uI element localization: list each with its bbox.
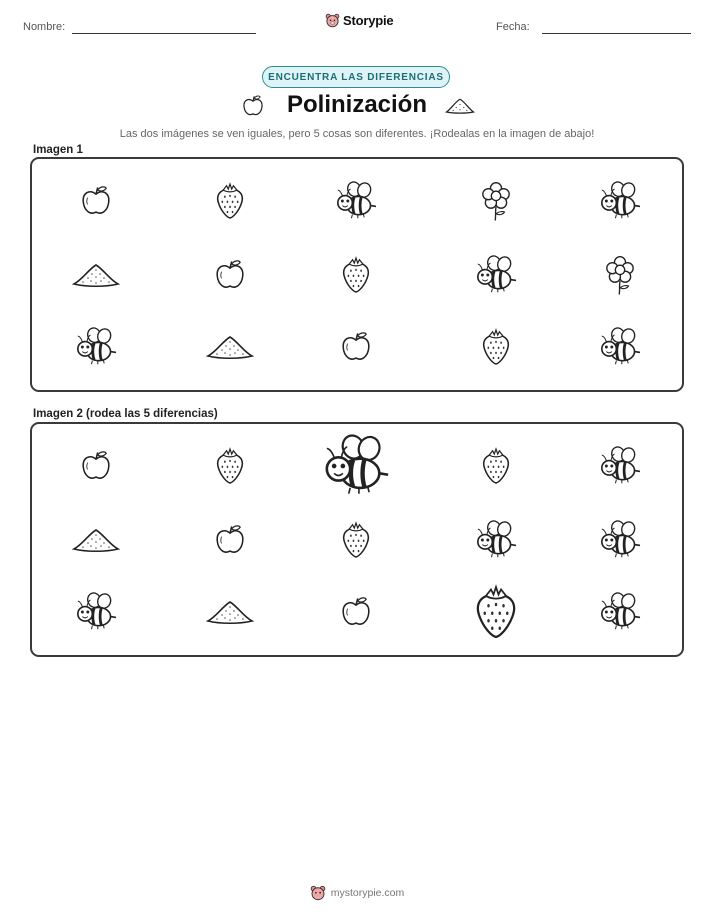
bee-icon bbox=[334, 181, 378, 221]
activity-badge: ENCUENTRA LAS DIFERENCIAS bbox=[262, 66, 450, 88]
page-title: Polinización bbox=[286, 91, 427, 118]
date-label: Fecha: bbox=[496, 21, 530, 33]
pollen-pile-icon bbox=[445, 97, 475, 115]
strawberry-icon bbox=[213, 181, 247, 221]
strawberry-icon bbox=[339, 255, 373, 295]
flower-icon bbox=[479, 179, 513, 223]
image2-panel[interactable] bbox=[30, 422, 684, 657]
apple-icon bbox=[339, 330, 373, 364]
pollen-icon bbox=[72, 262, 120, 288]
image2-label: Imagen 2 (rodea las 5 diferencias) bbox=[33, 408, 218, 420]
apple-icon bbox=[213, 258, 247, 292]
bear-icon bbox=[310, 885, 326, 901]
date-field[interactable] bbox=[542, 33, 691, 34]
bear-icon bbox=[325, 13, 340, 28]
bee-icon[interactable] bbox=[474, 520, 518, 560]
footer-url: mystorypie.com bbox=[330, 887, 405, 899]
apple-icon[interactable] bbox=[79, 449, 113, 483]
brand-name: Storypie bbox=[343, 13, 394, 28]
instructions: Las dos imágenes se ven iguales, pero 5 cosas son diferentes. ¡Rodealas en la imagen de abajo! bbox=[119, 128, 595, 140]
brand-logo bbox=[325, 13, 393, 28]
bee-icon bbox=[598, 181, 642, 221]
pollen-icon[interactable] bbox=[72, 527, 120, 553]
footer bbox=[0, 885, 714, 901]
pollen-icon bbox=[206, 334, 254, 360]
apple-icon[interactable] bbox=[213, 523, 247, 557]
strawberry-icon[interactable] bbox=[471, 580, 521, 644]
image1-label: Imagen 1 bbox=[33, 144, 83, 156]
strawberry-icon bbox=[479, 327, 513, 367]
image1-panel bbox=[30, 157, 684, 392]
bee-icon[interactable] bbox=[74, 592, 118, 632]
strawberry-icon[interactable] bbox=[213, 446, 247, 486]
strawberry-icon[interactable] bbox=[339, 520, 373, 560]
strawberry-icon[interactable] bbox=[479, 446, 513, 486]
apple-icon[interactable] bbox=[339, 595, 373, 629]
bee-icon bbox=[474, 255, 518, 295]
bee-icon[interactable] bbox=[598, 520, 642, 560]
name-field[interactable] bbox=[72, 33, 256, 34]
bee-icon[interactable] bbox=[598, 592, 642, 632]
apple-icon bbox=[79, 184, 113, 218]
bee-icon bbox=[74, 327, 118, 367]
bee-icon[interactable] bbox=[321, 433, 391, 499]
pollen-icon[interactable] bbox=[206, 599, 254, 625]
bee-icon bbox=[598, 327, 642, 367]
name-label: Nombre: bbox=[23, 21, 66, 33]
flower-icon bbox=[603, 253, 637, 297]
bee-icon[interactable] bbox=[598, 446, 642, 486]
